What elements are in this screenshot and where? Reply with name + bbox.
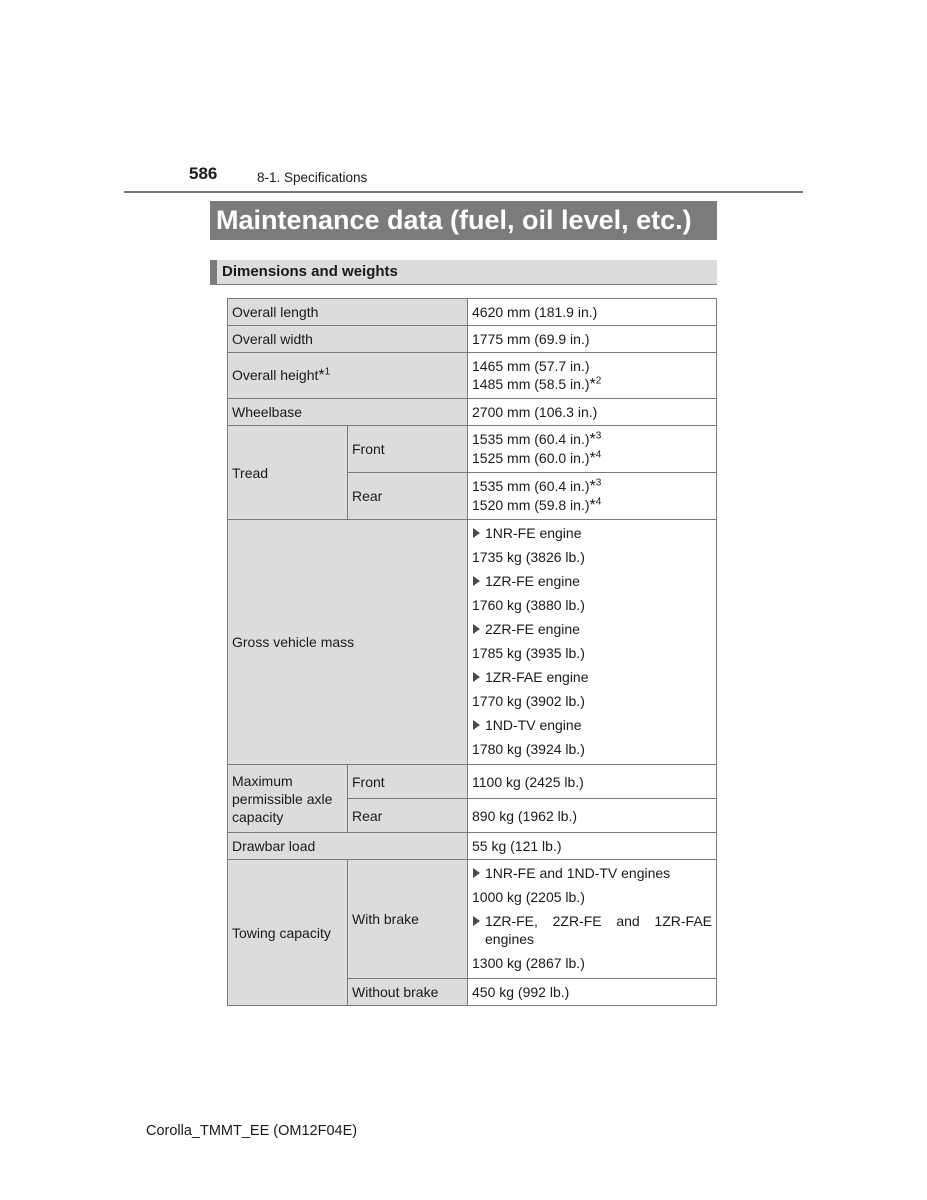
engine-name: 1NR-FE and 1ND-TV engines: [485, 865, 671, 881]
footnote-number: 2: [595, 375, 602, 387]
tread-front-line-2: [472, 449, 712, 468]
table-row: [228, 833, 717, 860]
tread-front-label: Front: [348, 426, 468, 473]
towing-value: 1000 kg (2205 lb.): [472, 889, 585, 905]
engine-name: 1ZR-FE engine: [485, 573, 580, 589]
tread-front-value-1: 1535 mm (60.4 in.): [472, 431, 590, 447]
tread-rear-value-cell: [468, 473, 717, 520]
triangle-bullet-icon: [473, 576, 480, 586]
engine-name: 1ZR-FAE engine: [485, 669, 589, 685]
engine-name: 1ZR-FE, 2ZR-FE and 1ZR-FAE engines: [485, 913, 712, 947]
engine-item: [472, 668, 712, 686]
max-axle-rear-label: Rear: [348, 799, 468, 833]
mass-value: 1785 kg (3935 lb.): [472, 645, 585, 661]
table-row: [228, 860, 717, 979]
table-row: [228, 299, 717, 326]
table-row: [228, 399, 717, 426]
table-row: [228, 426, 717, 473]
footnote-number: 1: [324, 366, 331, 378]
drawbar-value: 55 kg (121 lb.): [468, 833, 717, 860]
max-axle-front-label: Front: [348, 765, 468, 799]
subsection-rule: [210, 284, 717, 285]
tread-rear-label: Rear: [348, 473, 468, 520]
engine-item: [472, 864, 712, 882]
section-label: 8-1. Specifications: [257, 170, 368, 185]
wheelbase-label: Wheelbase: [228, 399, 468, 426]
without-brake-label: Without brake: [348, 979, 468, 1006]
footnote-marker: *: [589, 497, 596, 514]
engine-name: 1ND-TV engine: [485, 717, 582, 733]
tread-label: Tread: [228, 426, 348, 520]
wheelbase-value: 2700 mm (106.3 in.): [468, 399, 717, 426]
with-brake-values: [468, 860, 717, 979]
engine-name: 2ZR-FE engine: [485, 621, 580, 637]
engine-item: [472, 912, 712, 948]
max-axle-label: Maximum permissible axle capacity: [228, 765, 348, 833]
drawbar-label: Drawbar load: [228, 833, 468, 860]
mass-value: 1735 kg (3826 lb.): [472, 549, 585, 565]
overall-height-label: Overall height: [232, 367, 319, 383]
dimensions-table: [227, 298, 717, 1006]
mass-value: 1760 kg (3880 lb.): [472, 597, 585, 613]
footnote-number: 4: [595, 496, 602, 508]
engine-item: [472, 716, 712, 734]
overall-height-label-cell: [228, 353, 468, 399]
overall-width-value: 1775 mm (69.9 in.): [468, 326, 717, 353]
triangle-bullet-icon: [473, 672, 480, 682]
with-brake-label: With brake: [348, 860, 468, 979]
engine-item: [472, 524, 712, 542]
tread-rear-value-2: 1520 mm (59.8 in.): [472, 497, 590, 513]
table-row: [228, 326, 717, 353]
overall-height-value-2: 1485 mm (58.5 in.): [472, 376, 590, 392]
footer-doc-id: Corolla_TMMT_EE (OM12F04E): [146, 1123, 358, 1139]
footnote-marker: *: [589, 431, 596, 448]
tread-front-line-1: [472, 430, 712, 449]
mass-value: 1770 kg (3902 lb.): [472, 693, 585, 709]
towing-label: Towing capacity: [228, 860, 348, 1006]
table-row: [228, 765, 717, 799]
overall-height-value-cell: [468, 353, 717, 399]
max-axle-rear-value: 890 kg (1962 lb.): [468, 799, 717, 833]
footnote-number: 4: [595, 449, 602, 461]
without-brake-value: 450 kg (992 lb.): [468, 979, 717, 1006]
overall-width-label: Overall width: [228, 326, 468, 353]
page-number: 586: [189, 164, 218, 183]
triangle-bullet-icon: [473, 720, 480, 730]
overall-length-label: Overall length: [228, 299, 468, 326]
footnote-marker: *: [589, 450, 596, 467]
overall-length-value: 4620 mm (181.9 in.): [468, 299, 717, 326]
footnote-marker: *: [589, 376, 596, 393]
triangle-bullet-icon: [473, 528, 480, 538]
subsection-heading: Dimensions and weights: [210, 260, 717, 285]
engine-item: [472, 572, 712, 590]
footnote-number: 3: [595, 477, 602, 489]
table-row: [228, 353, 717, 399]
page-title: Maintenance data (fuel, oil level, etc.): [210, 201, 717, 240]
overall-height-value-2-line: [472, 375, 712, 394]
header-rule: [124, 191, 803, 193]
gross-vehicle-mass-label: Gross vehicle mass: [228, 520, 468, 765]
engine-name: 1NR-FE engine: [485, 525, 582, 541]
triangle-bullet-icon: [473, 624, 480, 634]
tread-front-value-2: 1525 mm (60.0 in.): [472, 450, 590, 466]
triangle-bullet-icon: [473, 868, 480, 878]
max-axle-front-value: 1100 kg (2425 lb.): [468, 765, 717, 799]
mass-value: 1780 kg (3924 lb.): [472, 741, 585, 757]
triangle-bullet-icon: [473, 916, 480, 926]
footnote-marker: *: [589, 478, 596, 495]
footnote-number: 3: [595, 430, 602, 442]
towing-value: 1300 kg (2867 lb.): [472, 955, 585, 971]
table-row: [228, 520, 717, 765]
footnote-marker: *: [318, 367, 325, 384]
gross-vehicle-mass-values: [468, 520, 717, 765]
engine-item: [472, 620, 712, 638]
tread-rear-value-1: 1535 mm (60.4 in.): [472, 478, 590, 494]
tread-front-value-cell: [468, 426, 717, 473]
tread-rear-line-1: [472, 477, 712, 496]
tread-rear-line-2: [472, 496, 712, 515]
overall-height-value-1: 1465 mm (57.7 in.): [472, 358, 590, 374]
